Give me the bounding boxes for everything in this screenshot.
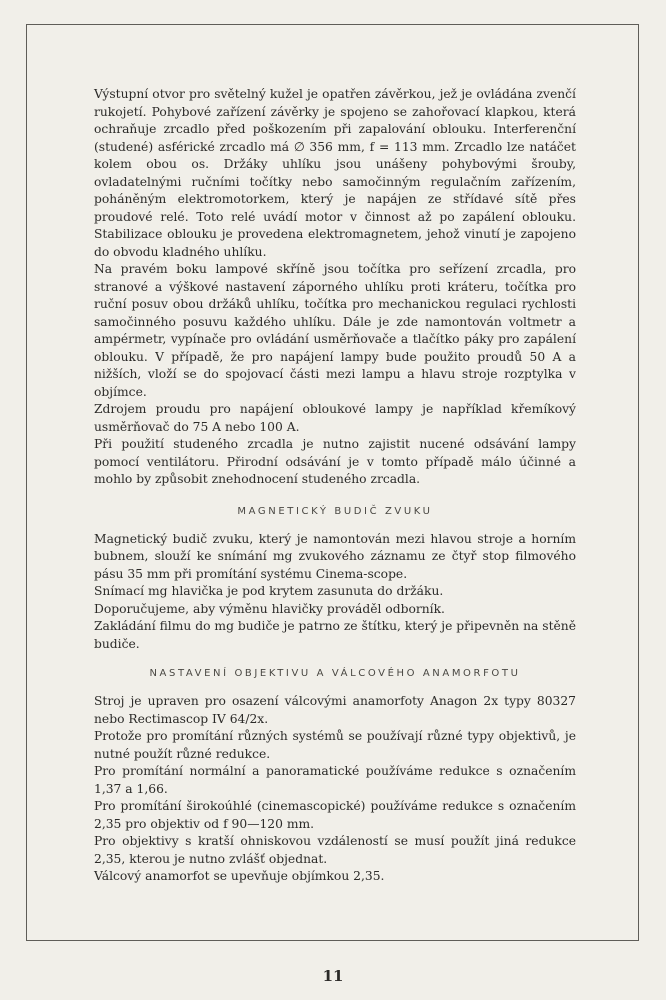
- page-content: [94, 86, 576, 886]
- paragraph-head-replacement: Doporučujeme, aby výměnu hlavičky prováděl odborník.: [94, 601, 445, 616]
- paragraph-normal-panoramic: Pro promítání normální a panoramatické používáme redukce s označením 1,37 a 1,66.: [94, 764, 576, 796]
- paragraph-power-source: Zdrojem proudu pro napájení obloukové lampy je například křemíkový usměrňovač do 75 A nebo 100 A.: [94, 402, 576, 434]
- paragraph-anamorphic-types: Stroj je upraven pro osazení válcovými anamorfoty Anagon 2x typy 80327 nebo Rectimascop IV 64/2x.: [94, 694, 576, 726]
- paragraph-mg-head: Snímací mg hlavička je pod krytem zasunuta do držáku.: [94, 584, 444, 598]
- paragraph-reductions: Protože pro promítání různých systémů se používají různé typy objektivů, je nutné použít různé redukce.: [94, 729, 576, 761]
- paragraph-widescreen: Pro promítání širokoúhlé (cinemascopické) používáme redukce s označením 2,35 pro objektiv od f 90—120 mm.: [94, 799, 576, 831]
- paragraph-cold-mirror-ventilation: Při použití studeného zrcadla je nutno zajistit nucené odsávání lampy pomocí ventilátoru. Přirodní odsávání je v tomto případě málo účinné a mohlo by způsobit znehodnocení studeného zrcadla.: [94, 437, 576, 486]
- paragraph-short-focal: Pro objektivy s kratší ohniskovou vzdáleností se musí použít jiná redukce 2,35, kterou je nutno zvlášť objednat.: [94, 834, 576, 866]
- paragraph-anamorphic-mount: Válcový anamorfot se upevňuje objímkou 2,35.: [94, 869, 385, 883]
- page-number: 11: [322, 967, 344, 985]
- section-heading-magnetic-sound: MAGNETICKÝ BUDIČ ZVUKU: [237, 505, 433, 517]
- paragraph-lamp-controls: Na pravém boku lampové skříně jsou točítka pro seřízení zrcadla, pro stranové a výškové nastavení záporného uhlíku proti kráteru, točítka pro ruční posuv obou držáků uhlíku, točítka pro mechanickou regulaci rychlosti samočinného posuvu každého uhlíku. Dále je zde namontován voltmetr a ampérmetr, vypínače pro ovládání usměrňovače a tlačítko páky pro zapálení oblouku. V případě, že pro napájení lampy bude použito proudů 50 A a nižších, vloží se do spojovací části mezi lampu a hlavu stroje rozptylka v objímce.: [94, 262, 576, 399]
- paragraph-shutter-mirror: Výstupní otvor pro světelný kužel je opatřen závěrkou, jež je ovládána zvenčí rukojetí. Pohybové zařízení závěrky je spojeno se zahořovací klapkou, která ochraňuje zrcadlo před poškozením při zapalování oblouku. Interferenční (studené) asférické zrcadlo má ∅ 356 mm, f = 113 mm. Zrcadlo lze natáčet kolem obou os. Držáky uhlíku jsou unášeny pohybovými šrouby, ovladatelnými ručními točítky nebo samočinným regulačním zařízením, poháněným elektromotorkem, který je napájen ze střídavé sítě přes proudové relé. Toto relé uvádí motor v činnost až po zapálení oblouku. Stabilizace oblouku je provedena elektromagnetem, jehož vinutí je zapojeno do obvodu kladného uhlíku.: [94, 87, 576, 259]
- section-heading-lens-anamorphic: NASTAVENÍ OBJEKTIVU A VÁLCOVÉHO ANAMORFOTU: [149, 668, 521, 679]
- paragraph-magnetic-reader: Magnetický budič zvuku, který je namontován mezi hlavou stroje a horním bubnem, slouží ke snímání mg zvukového záznamu ze čtyř stop filmového pásu 35 mm při promítání systému Cinema-scope.: [94, 531, 576, 581]
- paragraph-film-threading: Zakládání filmu do mg budiče je patrno ze štítku, který je připevněn na stěně budiče.: [94, 619, 576, 651]
